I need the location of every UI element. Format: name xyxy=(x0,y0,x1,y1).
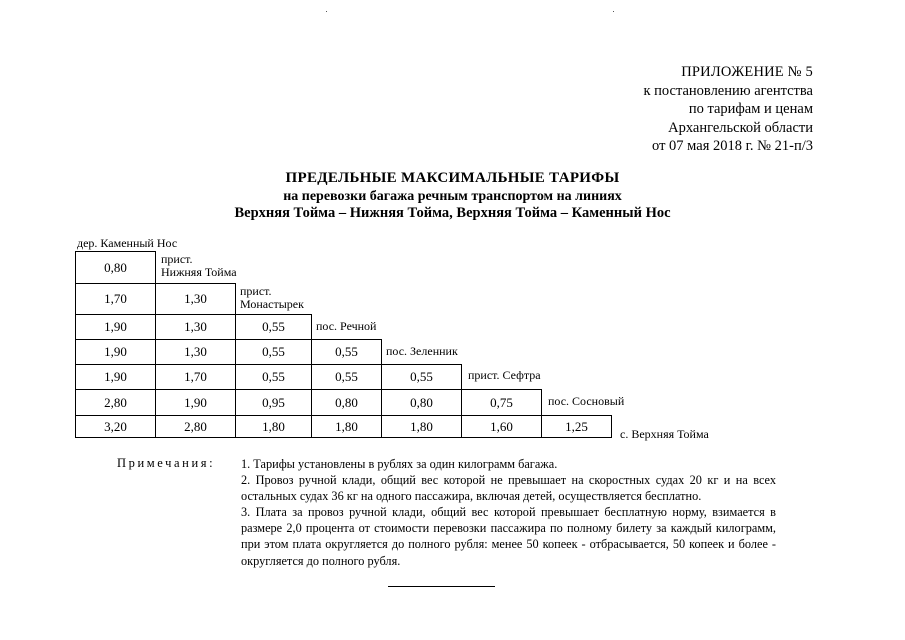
tariff-cell: 2,80 xyxy=(75,389,156,416)
tariff-cell: 1,25 xyxy=(541,415,612,438)
tariff-cell: 0,80 xyxy=(311,389,382,416)
tariff-cell: 0,55 xyxy=(235,364,312,390)
title-line-2: на перевозки багажа речным транспортом на линиях xyxy=(283,188,622,204)
tariff-cell: 1,80 xyxy=(311,415,382,438)
stop-label xyxy=(468,369,541,382)
stop-label xyxy=(548,395,624,408)
appendix-line: от 07 мая 2018 г. № 21-п/3 xyxy=(652,138,813,154)
stop-label-line: пос. Речной xyxy=(316,319,377,333)
note-item: 2. Провоз ручной клади, общий вес которой не превышает на скоростных судах 20 кг и на всех остальных судах 36 кг на одного пассажира, включая детей, осуществляется бесплатно. xyxy=(241,473,776,504)
appendix-line: к постановлению агентства xyxy=(643,82,813,99)
title-line-3: Верхняя Тойма – Нижняя Тойма, Верхняя Тойма – Каменный Нос xyxy=(234,205,671,221)
stop-label-line: прист. xyxy=(161,252,193,266)
tariff-cell: 1,90 xyxy=(75,314,156,340)
tariff-cell: 1,90 xyxy=(75,339,156,365)
tariff-cell: 1,70 xyxy=(155,364,236,390)
stop-label xyxy=(161,253,237,279)
tariff-cell: 1,90 xyxy=(75,364,156,390)
stop-label-line: прист. xyxy=(240,284,272,298)
tariff-cell: 1,60 xyxy=(461,415,542,438)
stop-label-line: Монастырек xyxy=(240,297,304,311)
notes-heading: Примечания: xyxy=(117,456,216,470)
tariff-cell: 0,95 xyxy=(235,389,312,416)
stop-label-line: пос. Сосновый xyxy=(548,394,625,408)
tariff-cell: 0,55 xyxy=(381,364,462,390)
stop-label-line: с. Верхняя Тойма xyxy=(620,427,709,441)
stop-label xyxy=(240,285,304,311)
stop-label-line: прист. Сефтра xyxy=(468,368,541,382)
stop-label-line: пос. Зеленник xyxy=(386,344,458,358)
tariff-cell: 0,75 xyxy=(461,389,542,416)
stop-label xyxy=(386,345,458,358)
notes-list xyxy=(241,456,776,569)
appendix-line: по тарифам и ценам xyxy=(688,101,813,117)
appendix-title: ПРИЛОЖЕНИЕ № 5 xyxy=(681,64,813,80)
tariff-cell: 0,55 xyxy=(235,314,312,340)
appendix-line: Архангельской области xyxy=(668,119,813,136)
tariff-cell: 0,55 xyxy=(235,339,312,365)
tariff-cell: 1,30 xyxy=(155,283,236,315)
note-item: 1. Тарифы установлены в рублях за один килограмм багажа. xyxy=(241,457,558,471)
note-item: 3. Плата за провоз ручной клади, общий вес которой превышает бесплатную норму, взимается в размере 2,0 процента от стоимости перевозки пассажира по полному билету за каждый килограмм, при этом плата округляется до полного рубля: менее 50 копеек - отбрасывается, 50 копеек и более - округляется до полного рубля. xyxy=(241,505,776,568)
closing-rule xyxy=(388,586,495,587)
tariff-cell: 1,30 xyxy=(155,314,236,340)
tariff-cell: 1,30 xyxy=(155,339,236,365)
stop-label xyxy=(620,428,709,441)
tariff-cell: 1,80 xyxy=(381,415,462,438)
stop-label xyxy=(316,320,376,333)
stop-label-line: дер. Каменный Нос xyxy=(77,236,178,250)
tariff-cell: 2,80 xyxy=(155,415,236,438)
tariff-cell: 0,55 xyxy=(311,364,382,390)
tariff-cell: 1,70 xyxy=(75,283,156,315)
title-line-1: ПРЕДЕЛЬНЫЕ МАКСИМАЛЬНЫЕ ТАРИФЫ xyxy=(285,170,620,186)
stop-label-line: Нижняя Тойма xyxy=(161,265,237,279)
tariff-cell: 0,55 xyxy=(311,339,382,365)
tariff-cell: 1,90 xyxy=(155,389,236,416)
tariff-cell: 3,20 xyxy=(75,415,156,438)
tariff-cell: 1,80 xyxy=(235,415,312,438)
tariff-cell: 0,80 xyxy=(381,389,462,416)
tariff-cell: 0,80 xyxy=(75,251,156,284)
stop-label xyxy=(77,237,177,250)
